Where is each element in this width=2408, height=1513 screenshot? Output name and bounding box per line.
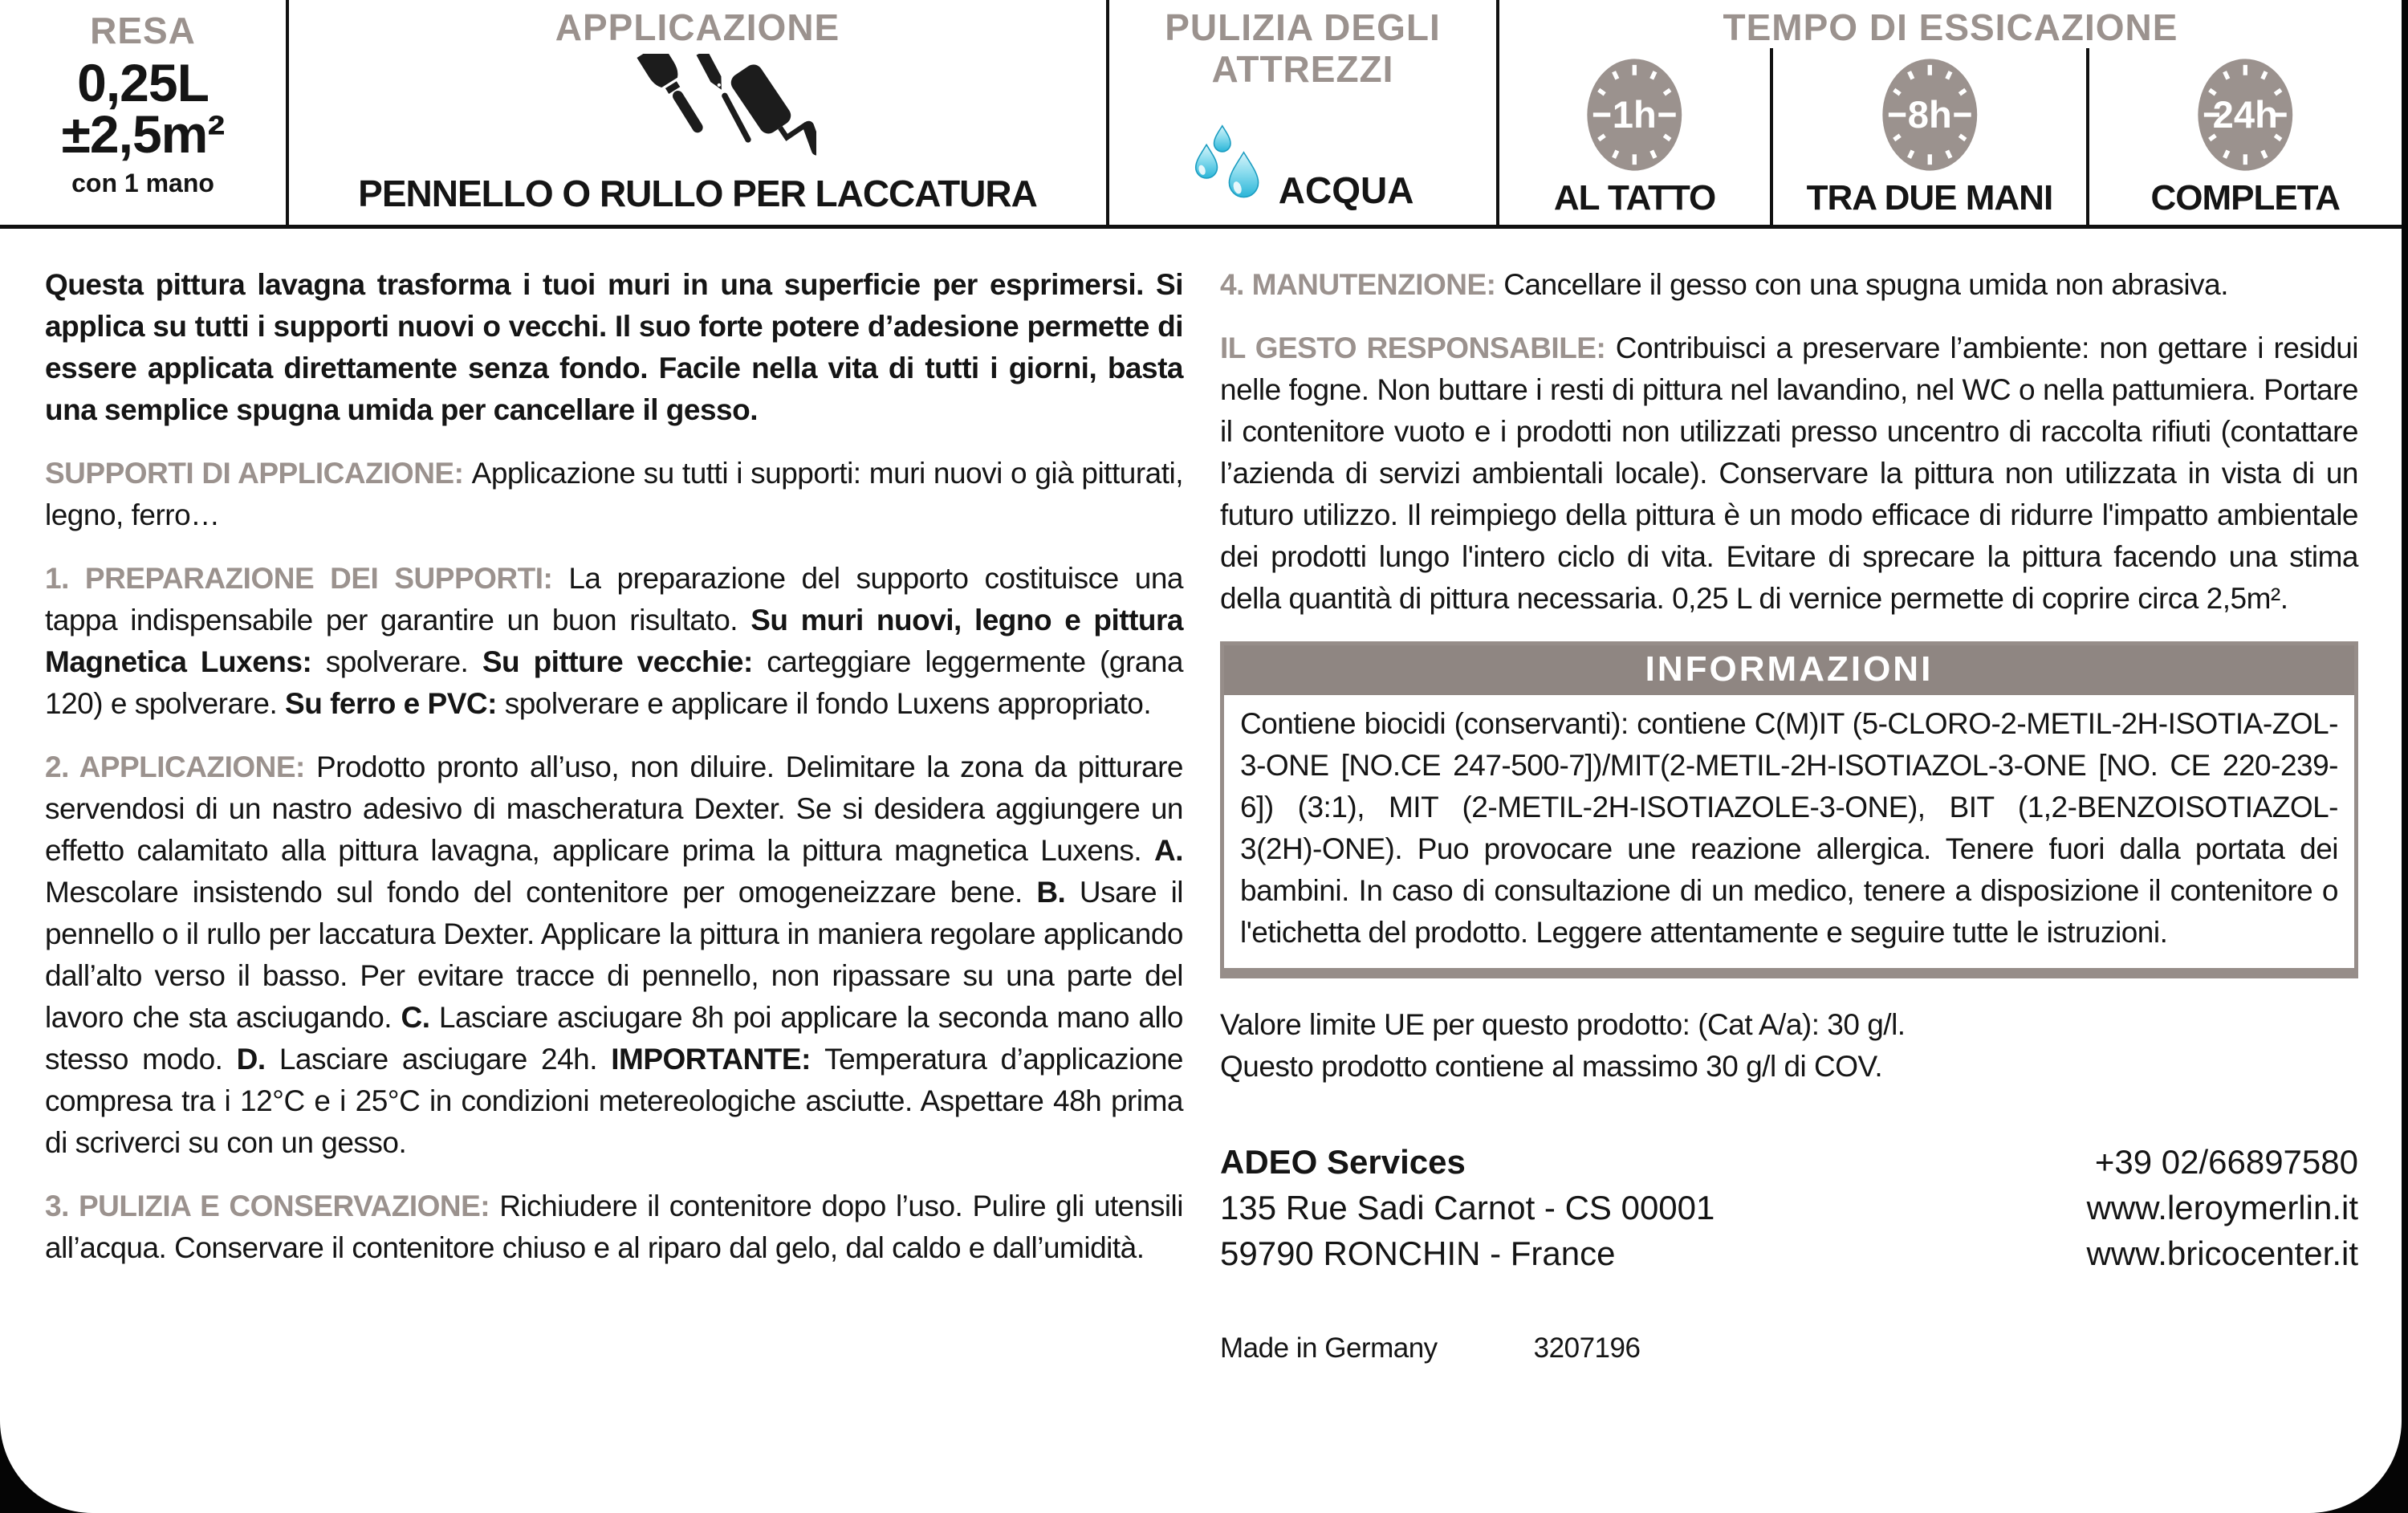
informazioni-box-title: INFORMAZIONI: [1224, 645, 2354, 695]
drying-label-al-tatto: AL TATTO: [1553, 178, 1716, 218]
made-in-label: Made in Germany: [1220, 1332, 1438, 1364]
company-phone: +39 02/66897580: [2094, 1143, 2358, 1181]
paintbrush-and-roller-icon: [579, 54, 816, 166]
resa-coverage: ±2,5m²: [61, 104, 225, 164]
made-in-row: [1220, 1328, 2358, 1369]
applicazione-column: [289, 0, 1109, 225]
pulizia-title: PULIZIA DEGLI ATTREZZI: [1165, 6, 1441, 90]
water-drops-icon: [1192, 122, 1274, 217]
resa-volume: 0,25L: [77, 53, 209, 112]
drying-step-al-tatto: [1499, 48, 1770, 225]
company-street: 135 Rue Sadi Carnot - CS 00001: [1220, 1189, 1715, 1226]
paint-roller-icon: [727, 54, 816, 166]
applicazione-title: APPLICAZIONE: [555, 6, 840, 48]
informazioni-box-text: Contiene biocidi (conservanti): contiene C(M)IT (5-CLORO-2-METIL-2H-ISOTIA-ZOL-3-ONE [NO.CE 247-500-7])/MIT(2-METIL-2H-ISOTIAZOL-3-ONE [NO. CE 220-239-6]) (3:1), MIT (2-METIL-2H-ISOTIAZOLE-3-ONE), BIT (1,2-BENZOISOTIAZOL-3(2H)-ONE). Puo provocare une reazione allergica. Tenere fuori dalla portata dei bambini. In caso di consultazione di un medico, tenere a disposizione il contenitore o l'etichetta del prodotto. Leggere attentamente e seguire tutte le istruzioni.: [1240, 707, 2338, 949]
drying-step-tra-due-mani: [1770, 48, 2085, 225]
right-column: [1220, 264, 2358, 1369]
applicazione-paragraph: 2. APPLICAZIONE: Prodotto pronto all’uso, non diluire. Delimitare la zona da pitturare servendosi di un nastro adesivo di mascheratura Dexter. Se si desidera aggiungere un effetto calamitato alla pittura lavagna, applicare prima la pittura magnetica Luxens. A. Mescolare insistendo sul fondo del contenitore per omogeneizzare bene. B. Usare il pennello o il rullo per laccatura Dexter. Applicare la pittura in maniera regolare applicando dall’alto verso il basso. Per evitare tracce di pennello, non ripassare su una parte del lavoro che sta asciugando. C. Lasciare asciugare 8h poi applicare la seconda mano allo stesso modo. D. Lasciare asciugare 24h. IMPORTANTE: Temperatura d’applicazione compresa tra i 12°C e i 25°C in condizioni metereologiche asciutte. Aspettare 48h prima di scriverci su con un gesso.: [45, 750, 1184, 1159]
essicazione-title: TEMPO DI ESSICAZIONE: [1723, 6, 2178, 48]
company-website-leroymerlin: www.leroymerlin.it: [2086, 1189, 2358, 1226]
preparazione-paragraph: 1. PREPARAZIONE DEI SUPPORTI: La preparazione del supporto costituisce una tappa indispensabile per garantire un buon risultato. Su muri nuovi, legno e pittura Magnetica Luxens: spolverare. Su pitture vecchie: carteggiare leggermente (grana 120) e spolverare. Su ferro e PVC: spolverare e applicare il fondo Luxens appropriato.: [45, 562, 1184, 720]
pulizia-conservazione-paragraph: 3. PULIZIA E CONSERVAZIONE: Richiudere il contenitore dopo l’uso. Pulire gli utensili all’acqua. Conservare il contenitore chiuso e al riparo dal gelo, dal caldo e dall’umidità.: [45, 1190, 1183, 1264]
drying-step-completa: [2086, 48, 2402, 225]
essicazione-column: [1499, 0, 2402, 225]
company-contacts: [2087, 1139, 2358, 1276]
voc-limit-line: Valore limite UE per questo prodotto: (Cat A/a): 30 g/l.: [1220, 1008, 1906, 1041]
drying-label-tra-due-mani: TRA DUE MANI: [1806, 178, 2053, 218]
applicazione-caption: PENNELLO O RULLO PER LACCATURA: [358, 173, 1037, 214]
resa-title: RESA: [90, 10, 196, 51]
left-column: [45, 264, 1183, 1369]
clock-time-label: 8h: [1907, 93, 1952, 136]
resa-note: con 1 mano: [71, 169, 214, 197]
instructions-body: [0, 229, 2402, 1369]
flat-paintbrush-icon: [637, 54, 712, 140]
clock-8h-icon: [1878, 55, 1982, 175]
clock-time-label: 1h: [1613, 93, 1658, 136]
clock-time-label: 24h: [2212, 93, 2278, 136]
product-code: 3207196: [1533, 1332, 1641, 1364]
clock-1h-icon: [1583, 55, 1686, 175]
company-city: 59790 RONCHIN - France: [1220, 1234, 1616, 1272]
informazioni-box: [1220, 641, 2358, 978]
spec-header-band: [0, 0, 2402, 229]
drying-label-completa: COMPLETA: [2150, 178, 2341, 218]
pulizia-caption: ACQUA: [1278, 169, 1414, 211]
company-name: ADEO Services: [1220, 1143, 1466, 1181]
voc-content-line: Questo prodotto contiene al massimo 30 g/l di COV.: [1220, 1050, 1883, 1083]
gesto-responsabile-paragraph: IL GESTO RESPONSABILE: Contribuisci a preservare l’ambiente: non gettare i residui nelle fogne. Non buttare i resti di pittura nel lavandino, nel WC o nella pattumiera. Portare il contenitore vuoto e i prodotti non utilizzati presso uncentro di raccolta rifiuti (contattare l’azienda di servizi ambientali locale). Conservare la pittura non utilizzata in vista di un futuro utilizzo. Il reimpiego della pittura è un modo efficace di ridurre l'impatto ambientale dei prodotti lungo l'intero ciclo di vita. Evitare di sprecare la pittura facendo una stima della quantità di pittura necessaria. 0,25 L di vernice permette di coprire circa 2,5m².: [1220, 331, 2358, 615]
address-block: [1220, 1139, 2358, 1276]
application-tools: [579, 48, 816, 172]
intro-paragraph: Questa pittura lavagna trasforma i tuoi muri in una superficie per esprimersi. Si applica su tutti i supporti nuovi o vecchi. Il suo forte potere d’adesione permette di essere applicata direttamente senza fondo. Facile nella vita di tutti i giorni, basta una semplice spugna umida per cancellare il gesso.: [45, 268, 1183, 426]
pulizia-column: [1109, 0, 1499, 225]
manutenzione-paragraph: 4. MANUTENZIONE: Cancellare il gesso con una spugna umida non abrasiva.: [1220, 268, 2228, 301]
company-address: [1220, 1139, 1714, 1276]
supporti-paragraph: SUPPORTI DI APPLICAZIONE: Applicazione su tutti i supporti: muri nuovi o già pitturati, legno, ferro…: [45, 457, 1183, 531]
company-website-bricocenter: www.bricocenter.it: [2086, 1234, 2358, 1272]
clock-24h-icon: [2194, 55, 2297, 175]
resa-column: [0, 0, 289, 225]
